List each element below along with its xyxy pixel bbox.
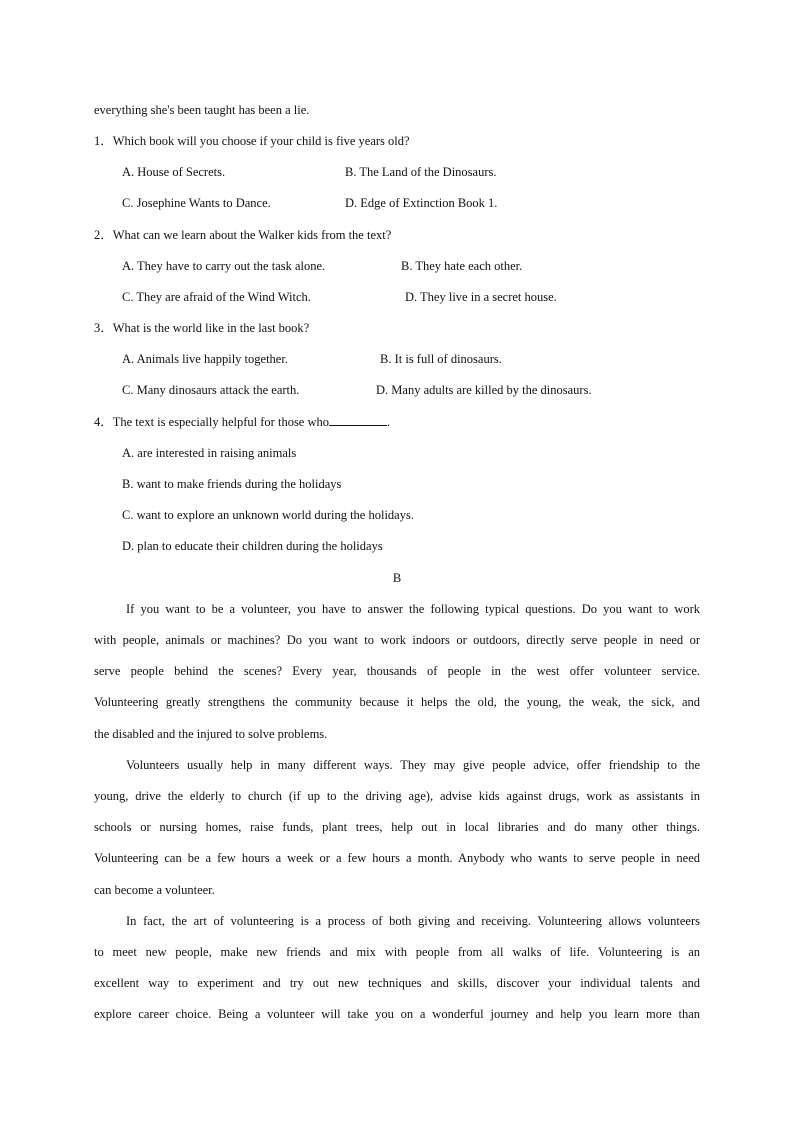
p1-line-2: with people, animals or machines? Do you want to work indoors or outdoors, directly serve people in need or <box>94 633 700 647</box>
p3-line-4: explore career choice. Being a volunteer will take you on a wonderful journey and help you learn more than <box>94 1007 700 1021</box>
question-3-option-b: B. It is full of dinosaurs. <box>380 352 502 366</box>
question-4-stem: 4．The text is especially helpful for those who <box>94 415 330 429</box>
p1-line-3: serve people behind the scenes? Every year, thousands of people in the west offer volunteer service. <box>94 664 700 678</box>
p1-line-1: If you want to be a volunteer, you have to answer the following typical questions. Do you want to work <box>126 602 700 616</box>
question-2-option-d: D. They live in a secret house. <box>405 290 557 304</box>
question-2-stem: 2．What can we learn about the Walker kids from the text? <box>94 228 392 242</box>
question-1-option-a: A. House of Secrets. <box>122 165 226 179</box>
question-4-option-d: D. plan to educate their children during the holidays <box>122 539 383 553</box>
p2-line-4: Volunteering can be a few hours a week or a few hours a month. Anybody who wants to serve people in need <box>94 851 700 865</box>
question-3-option-a: A. Animals live happily together. <box>122 352 288 366</box>
p1-line-4: Volunteering greatly strengthens the community because it helps the old, the young, the weak, the sick, and <box>94 695 700 709</box>
question-4-option-b: B. want to make friends during the holidays <box>122 477 342 491</box>
p3-line-1: In fact, the art of volunteering is a process of both giving and receiving. Volunteering allows volunteers <box>126 914 700 928</box>
question-1-stem: 1．Which book will you choose if your child is five years old? <box>94 134 410 148</box>
question-4-option-c: C. want to explore an unknown world during the holidays. <box>122 508 414 522</box>
question-3-option-c: C. Many dinosaurs attack the earth. <box>122 383 300 397</box>
question-3-stem: 3．What is the world like in the last book? <box>94 321 310 335</box>
question-2-option-b: B. They hate each other. <box>401 259 523 273</box>
p2-line-1: Volunteers usually help in many different ways. They may give people advice, offer friendship to the <box>126 758 700 772</box>
question-3-option-d: D. Many adults are killed by the dinosaurs. <box>376 383 592 397</box>
question-4-option-a: A. are interested in raising animals <box>122 446 297 460</box>
p3-line-2: to meet new people, make new friends and mix with people from all walks of life. Volunteering is an <box>94 945 700 959</box>
question-4-stem-line <box>94 414 390 430</box>
question-2-option-c: C. They are afraid of the Wind Witch. <box>122 290 311 304</box>
question-1-option-b: B. The Land of the Dinosaurs. <box>345 165 497 179</box>
p2-line-3: schools or nursing homes, raise funds, plant trees, help out in local libraries and do many other things. <box>94 820 700 834</box>
p1-line-5: the disabled and the injured to solve problems. <box>94 727 328 741</box>
question-1-option-d: D. Edge of Extinction Book 1. <box>345 196 498 210</box>
p3-line-3: excellent way to experiment and try out new techniques and skills, discover your individual talents and <box>94 976 700 990</box>
section-b-heading: B <box>392 571 402 585</box>
intro-tail-line: everything she's been taught has been a lie. <box>94 103 310 117</box>
question-4-stem-end: . <box>387 415 391 429</box>
question-1-option-c: C. Josephine Wants to Dance. <box>122 196 271 210</box>
p2-line-5: can become a volunteer. <box>94 883 215 897</box>
answer-blank <box>329 414 387 426</box>
question-2-option-a: A. They have to carry out the task alone. <box>122 259 326 273</box>
p2-line-2: young, drive the elderly to church (if up to the driving age), advise kids against drugs, work as assistants in <box>94 789 700 803</box>
